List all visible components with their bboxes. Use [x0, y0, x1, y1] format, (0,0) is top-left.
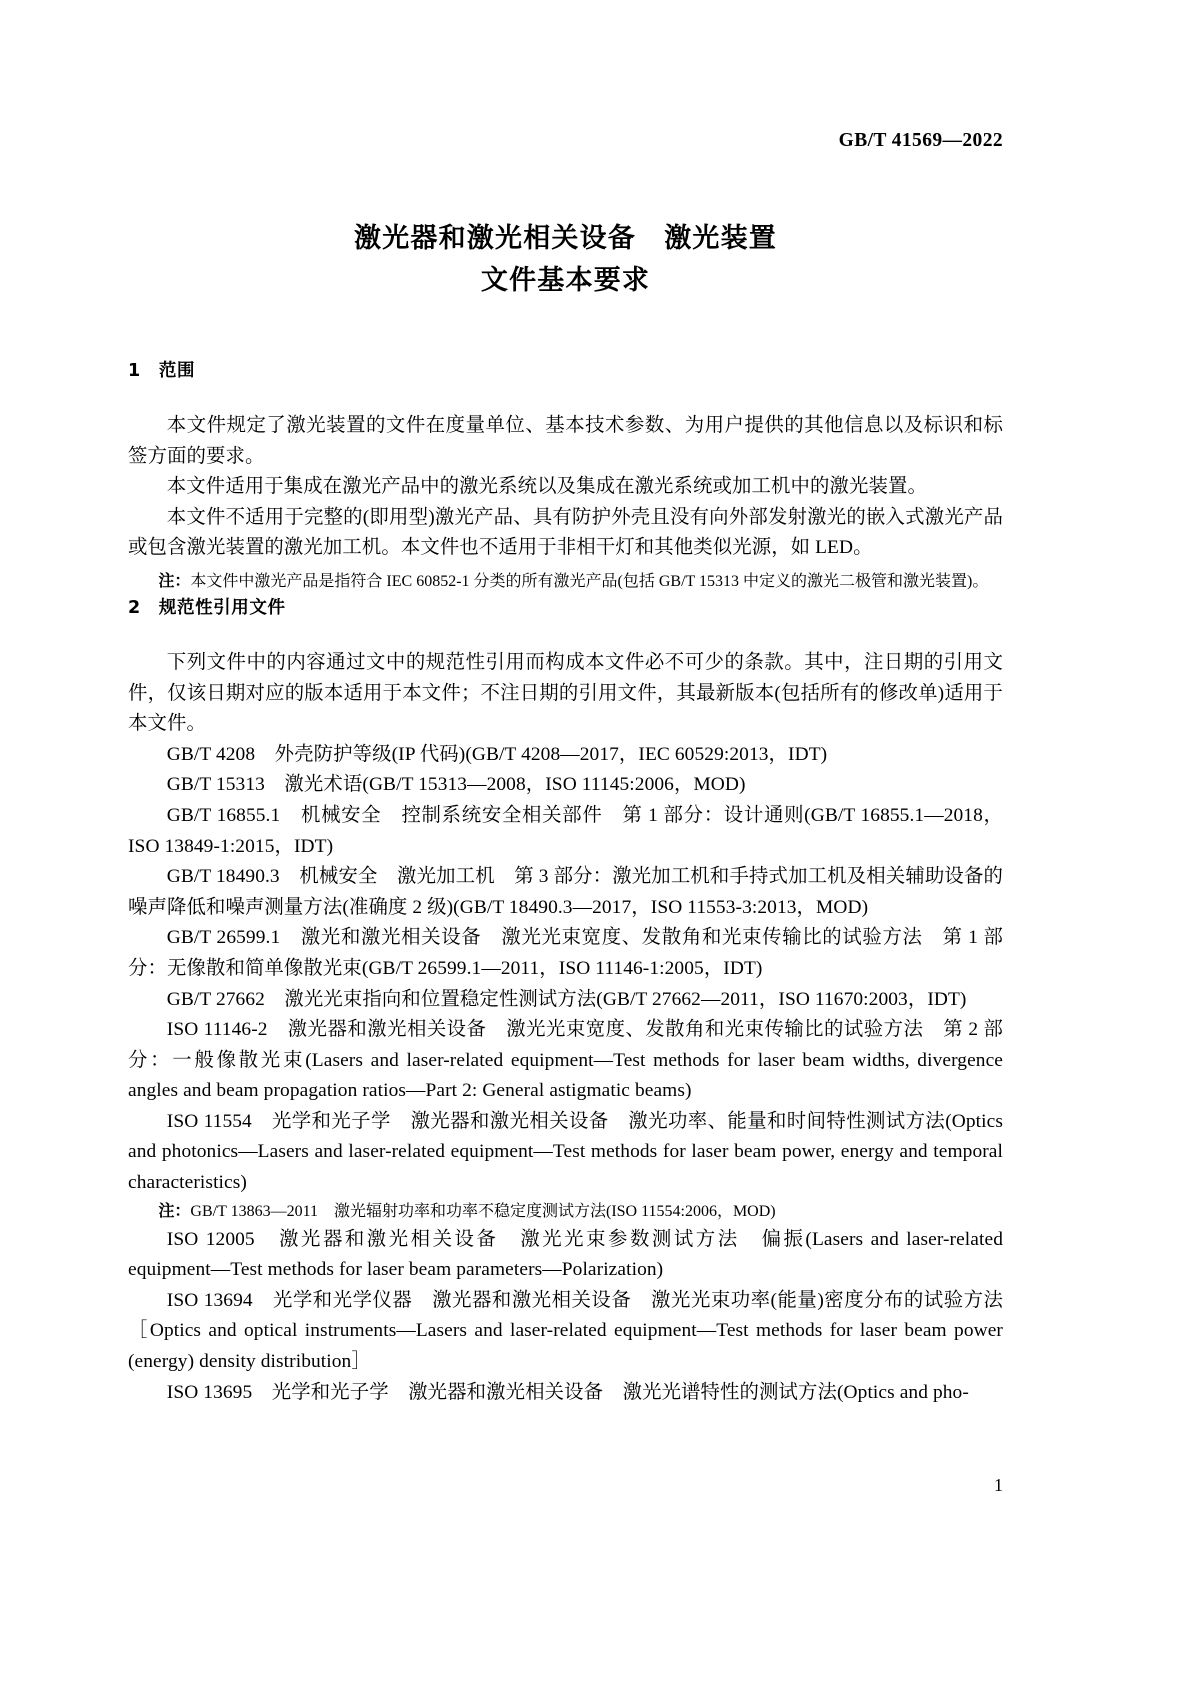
reference-item: ISO 13695 光学和光子学 激光器和激光相关设备 激光光谱特性的测试方法(Optics and pho- [166, 1381, 969, 1403]
page-folio [128, 1475, 1003, 1496]
document-body [128, 358, 1003, 1408]
reference-item: ISO 13694 光学和光学仪器 激光器和激光相关设备 激光光束功率(能量)密度分布的试验方法［Optics and optical instruments—Lasers and laser-related equipment—Test methods for laser beam power (energy) density distribution］ [128, 1289, 1004, 1373]
title-line-1: 激光器和激光相关设备 激光装置 [354, 223, 777, 254]
reference-item: ISO 11146-2 激光器和激光相关设备 激光光束宽度、发散角和光束传输比的试验方法 第 2 部分：一般像散光束(Lasers and laser-related equipment—Test methods for laser beam widths, divergence angles and beam propagation ratios—Part 2: General astigmatic beams) [128, 1019, 1003, 1102]
reference-list [128, 740, 1003, 1408]
running-header [128, 130, 1003, 152]
note-text: 本文件中激光产品是指符合 IEC 60852-1 分类的所有激光产品(包括 GB/T 15313 中定义的激光二极管和激光装置)。 [190, 572, 989, 590]
scope-paragraph-2: 本文件适用于集成在激光产品中的激光系统以及集成在激光系统或加工机中的激光装置。 [166, 476, 927, 498]
normative-references-intro: 下列文件中的内容通过文中的规范性引用而构成本文件必不可少的条款。其中，注日期的引用文件，仅该日期对应的版本适用于本文件；不注日期的引用文件，其最新版本(包括所有的修改单)适用于本文件。 [128, 651, 1003, 735]
reference-item: ISO 11554 光学和光子学 激光器和激光相关设备 激光功率、能量和时间特性测试方法(Optics and photonics—Lasers and laser-related equipment—Test methods for laser beam power, energy and temporal characteristics) [128, 1110, 1003, 1194]
reference-note [128, 1199, 1003, 1225]
note-label: 注： [158, 1202, 191, 1220]
document-title [128, 218, 1003, 302]
reference-item: GB/T 15313 激光术语(GB/T 15313—2008，ISO 11145:2006，MOD) [166, 774, 746, 796]
reference-item: GB/T 26599.1 激光和激光相关设备 激光光束宽度、发散角和光束传输比的试验方法 第 1 部分：无像散和简单像散光束(GB/T 26599.1—2011，ISO 11146-1:2005，IDT) [128, 927, 1003, 979]
scope-paragraph-1: 本文件规定了激光装置的文件在度量单位、基本技术参数、为用户提供的其他信息以及标识和标签方面的要求。 [128, 415, 1003, 467]
reference-item: GB/T 16855.1 机械安全 控制系统安全相关部件 第 1 部分：设计通则(GB/T 16855.1—2018，ISO 13849-1:2015，IDT) [128, 804, 1003, 857]
note-label: 注： [158, 572, 191, 590]
note-text: GB/T 13863—2011 激光辐射功率和功率不稳定度测试方法(ISO 11554:2006，MOD) [190, 1202, 776, 1220]
reference-item: GB/T 4208 外壳防护等级(IP 代码)(GB/T 4208—2017，IEC 60529:2013，IDT) [166, 743, 828, 765]
standard-number: GB/T 41569—2022 [838, 130, 1003, 151]
reference-item: GB/T 27662 激光光束指向和位置稳定性测试方法(GB/T 27662—2011，ISO 11670:2003，IDT) [166, 988, 967, 1010]
section-heading-scope: 1 范围 [128, 361, 196, 381]
page-number: 1 [994, 1475, 1003, 1495]
title-line-2: 文件基本要求 [480, 265, 651, 296]
reference-item: GB/T 18490.3 机械安全 激光加工机 第 3 部分：激光加工机和手持式加工机及相关辅助设备的噪声降低和噪声测量方法(准确度 2 级)(GB/T 18490.3—2017，ISO 11553-3:2013，MOD) [128, 866, 1003, 918]
scope-note [128, 569, 1003, 595]
section-heading-normative-references: 2 规范性引用文件 [128, 597, 286, 618]
scope-paragraph-3: 本文件不适用于完整的(即用型)激光产品、具有防护外壳且没有向外部发射激光的嵌入式激光产品或包含激光装置的激光加工机。本文件也不适用于非相干灯和其他类似光源，如 LED。 [128, 506, 1003, 559]
reference-item: ISO 12005 激光器和激光相关设备 激光光束参数测试方法 偏振(Lasers and laser-related equipment—Test methods for laser beam parameters—Polarization) [128, 1228, 1003, 1281]
